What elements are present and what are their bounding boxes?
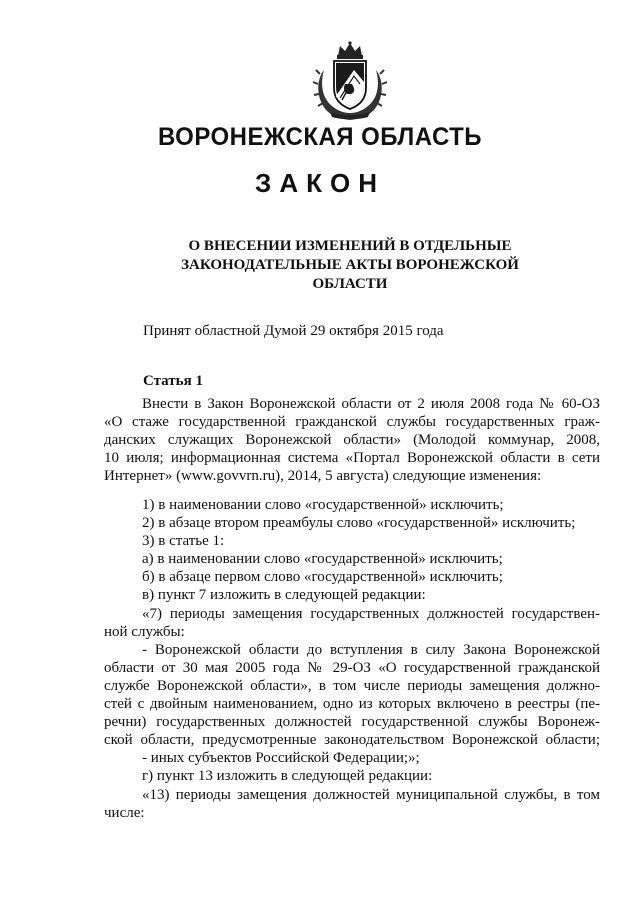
text-line: 10 июля; информационная система «Портал Воронежской области в сети	[104, 450, 600, 467]
text-line: ной службы:	[104, 623, 185, 640]
list-item: 3) в статье 1:	[142, 533, 225, 550]
document-type: ЗАКОН	[255, 168, 385, 198]
text-line: Интернет» (www.govvrn.ru), 2014, 5 августа) следующие изменения:	[104, 468, 542, 485]
list-item: а) в наименовании слово «государственной» исключить;	[142, 551, 503, 568]
article-changes-list	[104, 496, 600, 822]
text-line: данских служащих Воронежской области» (Молодой коммунар, 2008,	[104, 432, 600, 449]
list-item: г) пункт 13 изложить в следующей редакции:	[142, 768, 433, 785]
text-line: Внести в Закон Воронежской области от 2 июля 2008 года № 60-ОЗ	[142, 396, 600, 412]
article-heading: Статья 1	[143, 373, 203, 389]
list-item: 1) в наименовании слово «государственной» исключить;	[142, 497, 504, 513]
law-title-line: О ВНЕСЕНИИ ИЗМЕНЕНИЙ В ОТДЕЛЬНЫЕ	[188, 238, 512, 254]
voronezh-coat-of-arms-icon	[310, 40, 390, 122]
text-line: речни) государственных должностей государственной службы Воронеж-	[104, 714, 600, 731]
text-line: числе:	[104, 804, 145, 821]
text-line: «О стаже государственной гражданской службы государственных граж-	[104, 414, 600, 431]
law-title-line: ЗАКОНОДАТЕЛЬНЫЕ АКТЫ ВОРОНЕЖСКОЙ	[181, 257, 519, 273]
text-line: службе Воронежской области», в том числе периоды замещения должно-	[104, 677, 600, 694]
list-item: «13) периоды замещения должностей муниципальной службы, в том	[142, 786, 600, 803]
list-item: в) пункт 7 изложить в следующей редакции:	[142, 587, 426, 604]
text-line: ской области, предусмотренные законодательством Воронежской области;	[104, 732, 600, 749]
region-name: ВОРОНЕЖСКАЯ ОБЛАСТЬ	[157, 123, 483, 151]
list-item: - Воронежской области до вступления в силу Закона Воронежской	[142, 641, 600, 658]
list-item: «7) периоды замещения государственных должностей государствен-	[142, 605, 600, 622]
text-line: области от 30 мая 2005 года № 29-ОЗ «О государственной гражданской	[104, 659, 600, 676]
list-item: 2) в абзаце втором преамбулы слово «государственной» исключить;	[142, 515, 576, 532]
law-title-line: ОБЛАСТИ	[312, 276, 388, 292]
list-item: б) в абзаце первом слово «государственной» исключить;	[142, 569, 503, 586]
list-item: - иных субъектов Российской Федерации;»;	[142, 750, 420, 767]
article-intro-paragraph	[104, 395, 600, 485]
text-line: стей с двойным наименованием, одно из которых включено в реестры (пе-	[104, 696, 600, 713]
adoption-date: Принят областной Думой 29 октября 2015 года	[143, 323, 444, 339]
law-title	[150, 237, 550, 294]
